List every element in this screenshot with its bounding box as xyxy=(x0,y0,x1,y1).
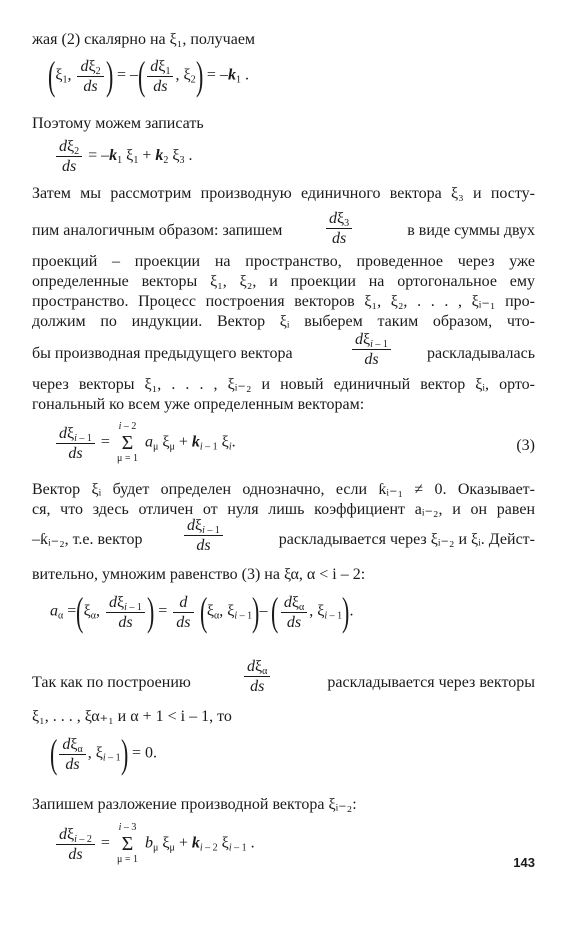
text-line-15-pre: Так как по построению xyxy=(32,674,191,691)
text-line-03b-post: в виде суммы двух xyxy=(407,222,535,239)
text-line-09: через векторы ξ₁, . . . , ξᵢ₋₂ и новый единичный вектор ξᵢ, орто- xyxy=(32,376,535,393)
text-line-05: определенные векторы ξ₁, ξ₂, и проекции на ортогональное ему xyxy=(32,273,535,290)
text-line-03b xyxy=(32,209,535,253)
page-number: 143 xyxy=(513,855,535,870)
inline-frac-dxi-i-1: $d\xi_{i - 1}$ ds xyxy=(352,330,391,369)
equation-derivative-xi2: $\frac{d\xi_2}{ds}$ = $-k_1$ $\xi_1 + k_2$ $\xi_3$ . xyxy=(54,137,192,176)
equation-number-3: (3) xyxy=(516,437,535,454)
text-line-15-post: раскладывается через векторы xyxy=(327,674,535,691)
text-line-08-post: раскладывалась xyxy=(426,345,535,362)
text-line-02: Поэтому можем записать xyxy=(32,115,204,132)
text-line-16: ξ₁, . . . , ξα₊₁ и α + 1 < i – 1, то xyxy=(32,708,232,725)
text-line-13-post: раскладывается через ξᵢ₋₂ и ξᵢ. Дейст- xyxy=(278,531,535,548)
text-line-12: ся, что здесь отличен от нуля лишь коэффициент aᵢ₋₂, и он равен xyxy=(32,501,535,518)
text-line-01: жая (2) скалярно на ξ₁, получаем xyxy=(32,31,256,48)
inline-frac-dxi-i-1-b: $d\xi_{i - 1}$ ds xyxy=(184,516,223,555)
text-line-08 xyxy=(32,330,535,374)
text-line-11: Вектор ξᵢ будет определен однозначно, если ƙᵢ₋₁ ≠ 0. Оказывает- xyxy=(32,481,535,498)
text-line-04: проекций – проекции на пространство, проведенное через уже xyxy=(32,253,535,270)
text-line-08-pre: бы производная предыдущего вектора xyxy=(32,345,293,362)
equation-zero: ( $\frac{d\xi_\alpha}{ds}$ , $\xi_{i - 1}) = 0$. xyxy=(49,731,157,776)
text-line-03b-pre: пим аналогичным образом: запишем xyxy=(32,222,283,239)
equation-expansion-xi-i-2: $\frac{d\xi_{i - 2}}{ds}$ = i – 3 Σ μ = 1 $b_\mu$ $\xi_\mu + k_{i - 2}$ $\xi_{i - 1}$ . xyxy=(54,822,255,866)
text-line-14: вительно, умножим равенство (3) на ξα, α < i – 2: xyxy=(32,566,366,583)
equation-scalar-product: ($\xi_1$, $\frac{d\xi_2}{ds}$ ) = –( $\frac{d\xi_1}{ds}$ , $\xi_2) = -k_1$ . xyxy=(47,53,249,98)
text-line-10: гональный ко всем уже определенным векторам: xyxy=(32,396,365,413)
text-line-03a: Затем мы рассмотрим производную единичного вектора ξ₃ и посту- xyxy=(32,185,535,202)
text-line-15 xyxy=(32,657,535,703)
equation-3: $\frac{d\xi_{i - 1}}{ds}$ = i – 2 Σ μ = 1 $a_\mu$ $\xi_\mu + k_{i - 1}$ $\xi_i$. xyxy=(54,421,236,465)
text-line-17: Запишем разложение производной вектора ξᵢ₋₂: xyxy=(32,796,357,813)
text-line-07: должим по индукции. Вектор ξᵢ выберем таким образом, что- xyxy=(32,313,535,330)
text-line-13-pre: –ƙᵢ₋₂, т.е. вектор xyxy=(32,531,143,548)
inline-frac-dxi3: $\frac{d\xi_3}{ds}$ xyxy=(326,209,352,248)
text-line-13 xyxy=(32,516,535,562)
text-line-06: пространство. Процесс построения векторов ξ₁, ξ₂, . . . , ξᵢ₋₁ про- xyxy=(32,293,535,310)
equation-a-alpha: $a_\alpha =(\xi_\alpha$, $\frac{d\xi_{i - 1}}{ds}$ ) = $\frac{d}{ds}$ ($\xi_\alpha$, $\xi_{i - 1})-$ ( $\frac{d\xi_\alpha}{ds}$ , $\xi_{i - 1}$). xyxy=(50,589,354,634)
inline-frac-dxi-alpha: $d\xi_\alpha$ ds xyxy=(244,657,270,696)
